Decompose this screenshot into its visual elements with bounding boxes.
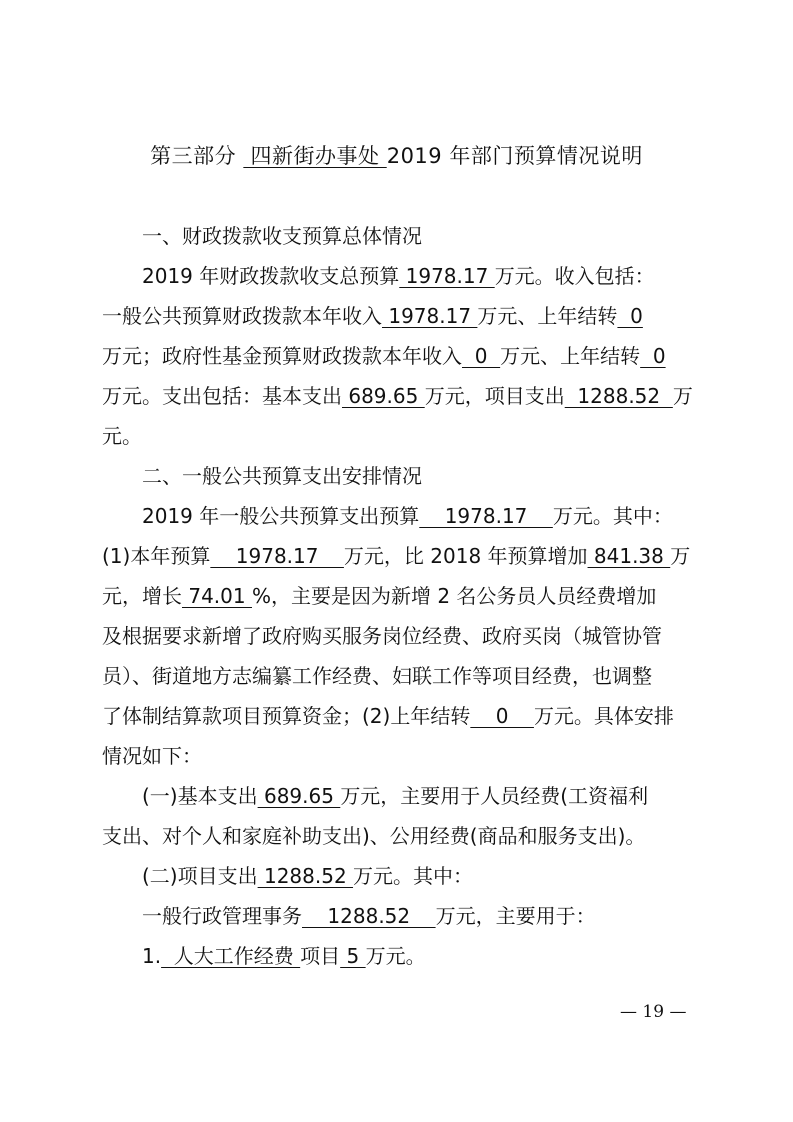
admin-affairs-value: 1288.52 [302,904,436,928]
section1-heading: 一、财政拨款收支预算总体情况 [142,224,422,248]
paragraph-line: 支出、对个人和家庭补助支出)、公用经费(商品和服务支出)。 [102,824,646,848]
paragraph-line: 及根据要求新增了政府购买服务岗位经费、政府买岗（城管协管 [102,624,662,648]
fund-income-value: 0 [462,344,501,368]
paragraph-line: 万元；政府性基金预算财政拨款本年收入 0 万元、上年结转 0 [102,344,666,368]
increase-value: 841.38 [587,544,671,568]
current-budget-value: 1978.17 [210,544,344,568]
paragraph-line: (一)基本支出 689.65 万元，主要用于人员经费(工资福利 [142,784,649,808]
paragraph-line: 了体制结算款项目预算资金；(2)上年结转 0 万元。具体安排 [102,704,674,728]
paragraph-line: 1. 人大工作经费 项目 5 万元。 [142,944,426,968]
paragraph-line: 2019 年一般公共预算支出预算 1978.17 万元。其中： [142,504,673,528]
project-expense-value: 1288.52 [564,384,673,408]
page-title [0,140,793,170]
paragraph-line: 元。 [102,424,142,448]
total-budget-value: 1978.17 [399,264,495,288]
carry-over-value: 0 [470,704,534,728]
general-income-value: 1978.17 [382,304,478,328]
project-expense-value-2: 1288.52 [257,864,354,888]
fund-carry-value: 0 [640,344,666,368]
paragraph-line: 情况如下： [102,744,202,768]
growth-rate-value: 74.01 [182,584,252,608]
item-name: 人大工作经费 [161,944,301,968]
paragraph-line: (二)项目支出 1288.52 万元。其中： [142,864,474,888]
basic-expense-value: 689.65 [342,384,425,408]
title-prefix: 第三部分 [150,144,244,168]
section2-heading: 二、一般公共预算支出安排情况 [142,464,422,488]
paragraph-line: (1)本年预算 1978.17 万元，比 2018 年预算增加 841.38 万 [102,544,691,568]
page-number: — 19 — [620,1002,687,1022]
basic-expense-value-2: 689.65 [257,784,341,808]
paragraph-line: 元，增长 74.01 %，主要是因为新增 2 名公务员人员经费增加 [102,584,657,608]
paragraph-line: 一般公共预算财政拨款本年收入 1978.17 万元、上年结转 0 [102,304,643,328]
paragraph-line: 员）、街道地方志编纂工作经费、妇联工作等项目经费，也调整 [102,664,652,688]
title-suffix: 2019 年部门预算情况说明 [386,144,643,168]
title-unit-name: 四新街办事处 [243,144,387,168]
item-amount-value: 5 [340,944,366,968]
general-carry-value: 0 [617,304,643,328]
paragraph-line: 2019 年财政拨款收支总预算 1978.17 万元。收入包括： [142,264,655,288]
paragraph-line: 万元。支出包括：基本支出 689.65 万元，项目支出 1288.52 万 [102,384,693,408]
paragraph-line: 一般行政管理事务 1288.52 万元，主要用于： [142,904,596,928]
general-budget-total-value: 1978.17 [419,504,553,528]
